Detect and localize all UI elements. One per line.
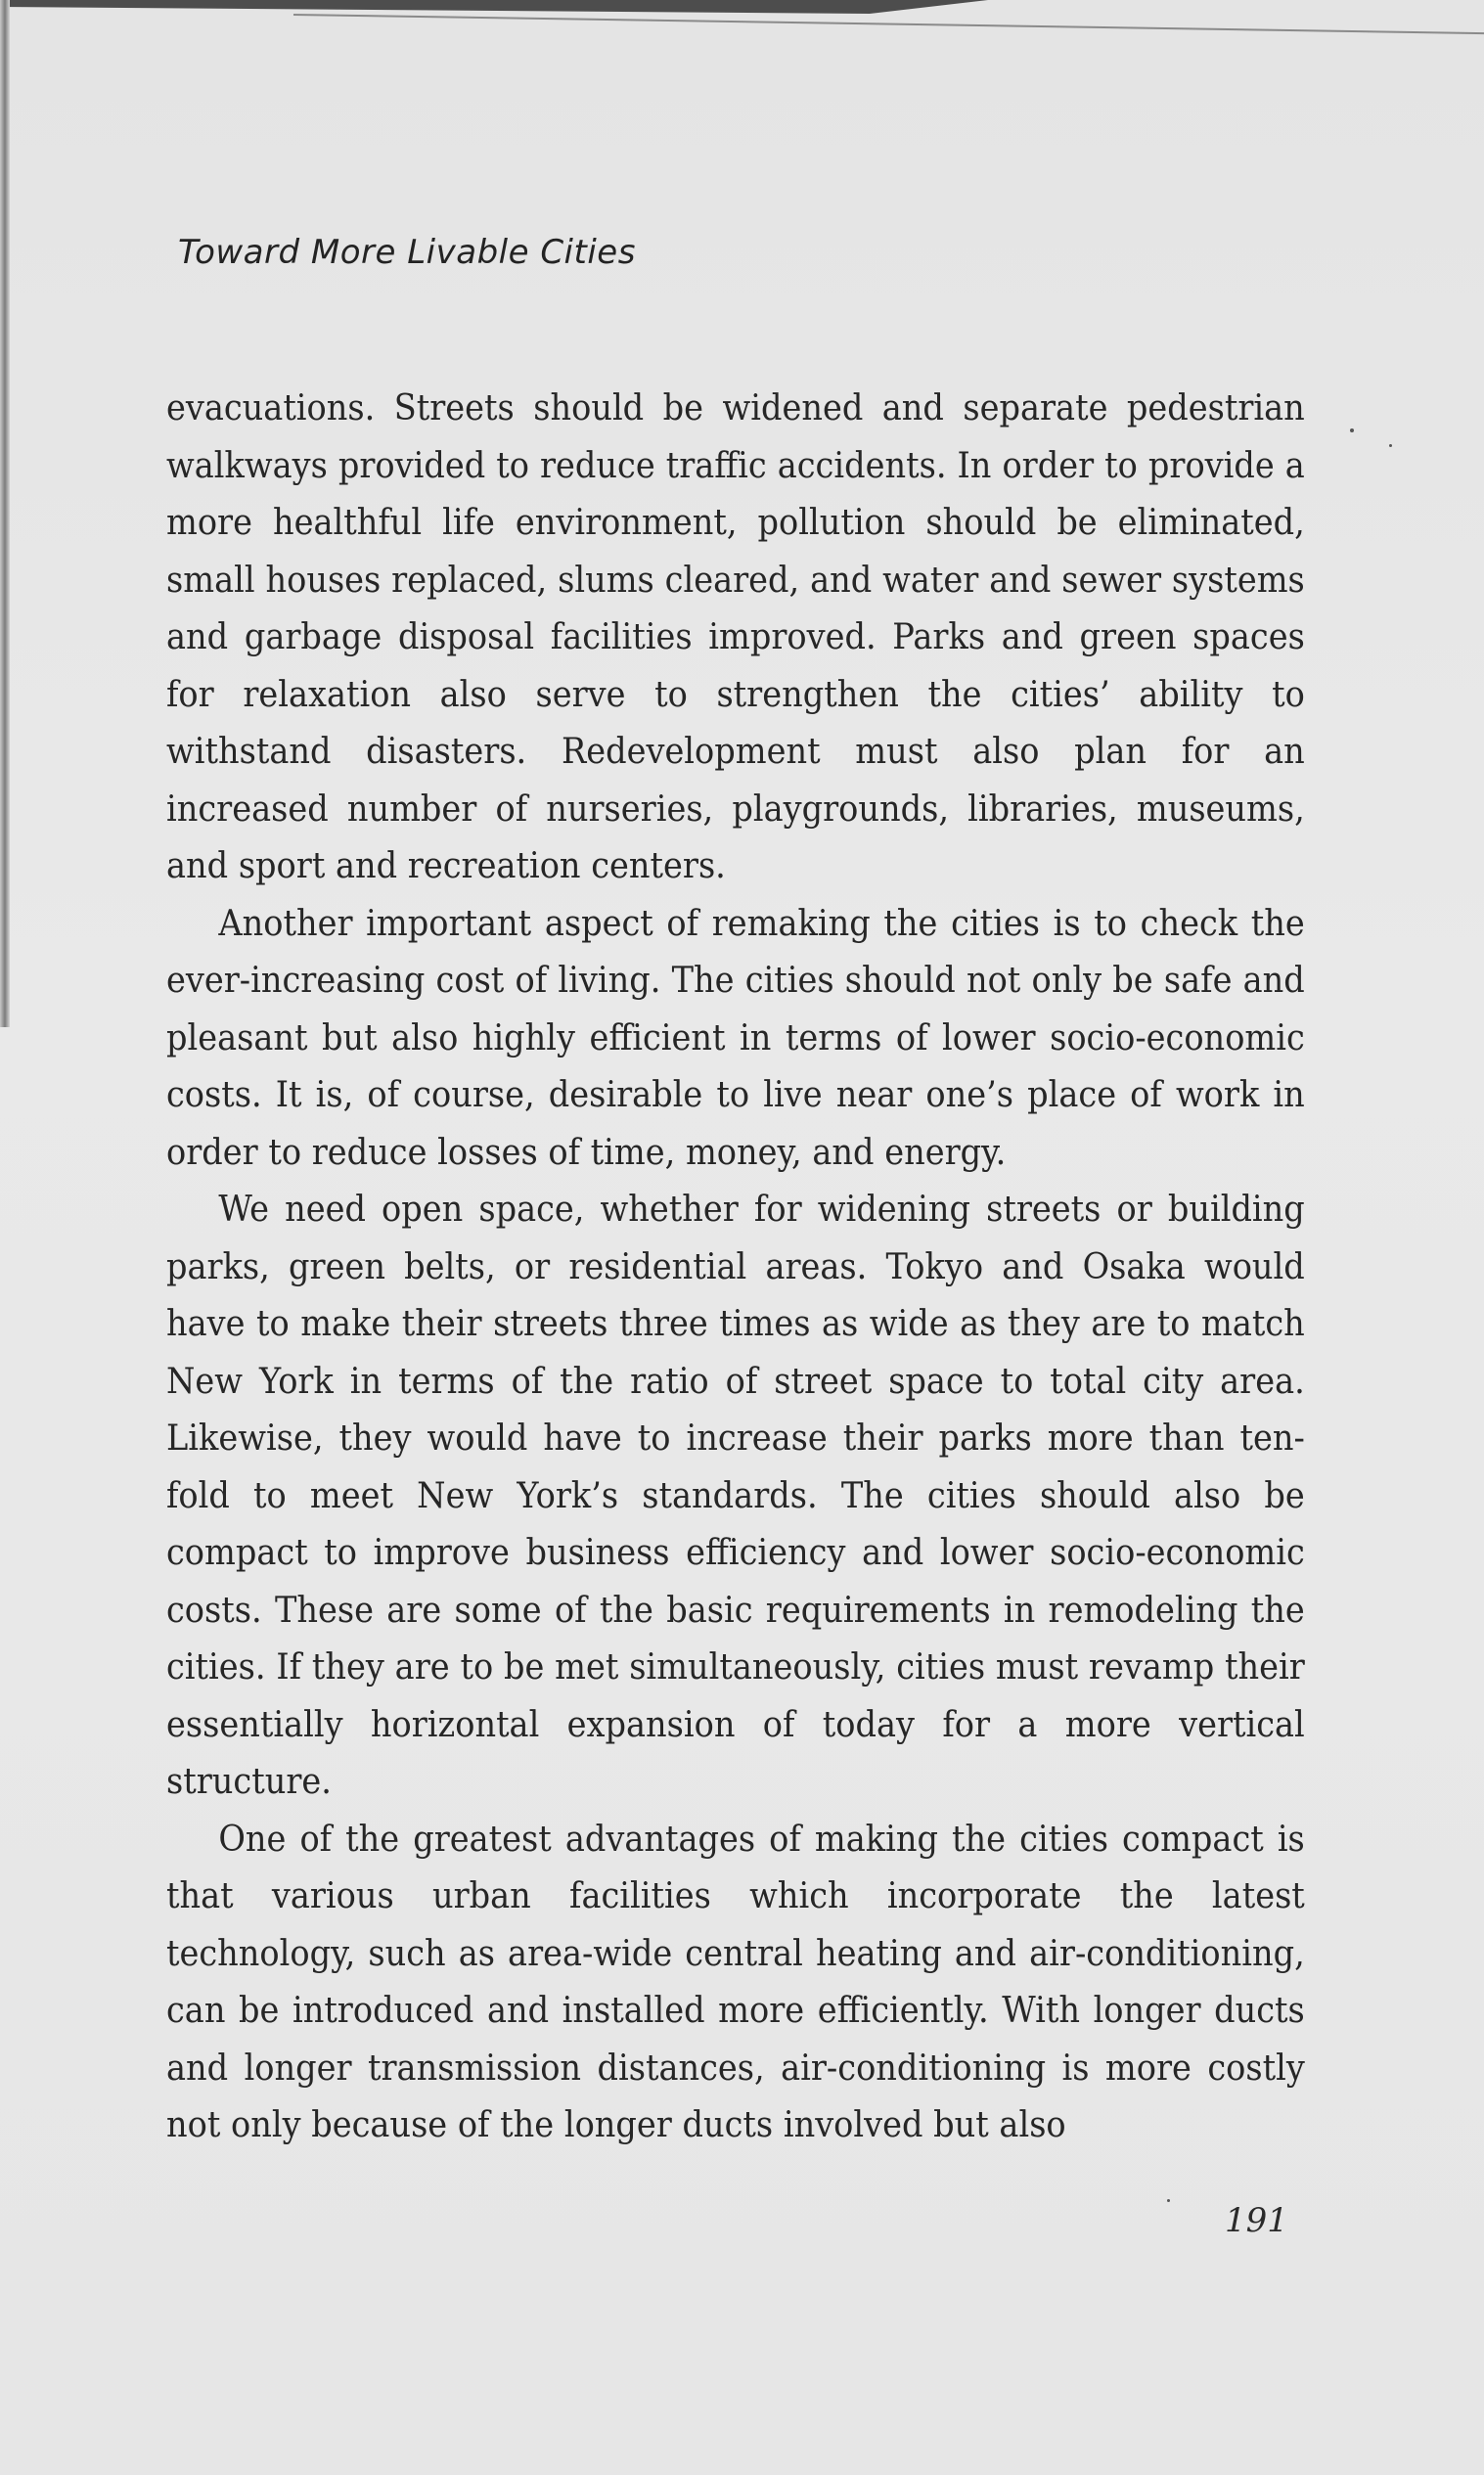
paragraph: We need open space, whether for widening streets or building parks, green belts, or residential areas. Tokyo and Osaka would have to make their streets three times as wide as they are to match New York in terms of the ratio of street space to total city area. Likewise, they would have to increase their parks more than ten-fold to meet New York’s standards. The cities should also be compact to improve business efficiency and lower socio-economic costs. These are some of the basic requirements in remodeling the cities. If they are to be met simultaneously, cities must revamp their essentially horizontal expansion of today for a more vertical structure. <box>166 1188 1305 1802</box>
body-text <box>166 380 1305 2154</box>
scan-speck <box>1389 444 1392 447</box>
scan-speck <box>1350 428 1354 432</box>
page-top-edge <box>293 14 1484 34</box>
scan-speck <box>1167 2199 1170 2202</box>
paragraph: Another important aspect of remaking the cities is to check the ever-increasing cost of living. The cities should not only be safe and pleasant but also highly efficient in terms of lower socio-economic costs. It is, of course, desirable to live near one’s place of work in order to reduce losses of time, money, and energy. <box>166 901 1305 1173</box>
page-binding-edge <box>0 0 10 1027</box>
paragraph: One of the greatest advantages of making the cities compact is that various urban facilities which incorporate the latest technology, such as area-wide central heating and air-conditioning, can be introduced and installed more efficiently. With longer ducts and longer transmission distances, air-conditioning is more costly not only because of the longer ducts involved but also <box>166 1817 1305 2145</box>
page-number: 191 <box>1225 2201 1288 2240</box>
paragraph: evacuations. Streets should be widened and separate pedestrian walkways provided to reduce traffic accidents. In order to provide a more healthful life environment, pollution should be eliminated, small houses replaced, slums cleared, and water and sewer systems and garbage disposal facilities improved. Parks and green spaces for relaxation also serve to strengthen the cities’ ability to withstand disasters. Redevelopment must also plan for an increased number of nurseries, playgrounds, libraries, museums, and sport and recreation centers. <box>166 386 1305 886</box>
scan-shadow-top <box>0 0 988 14</box>
running-head: Toward More Livable Cities <box>178 233 636 272</box>
